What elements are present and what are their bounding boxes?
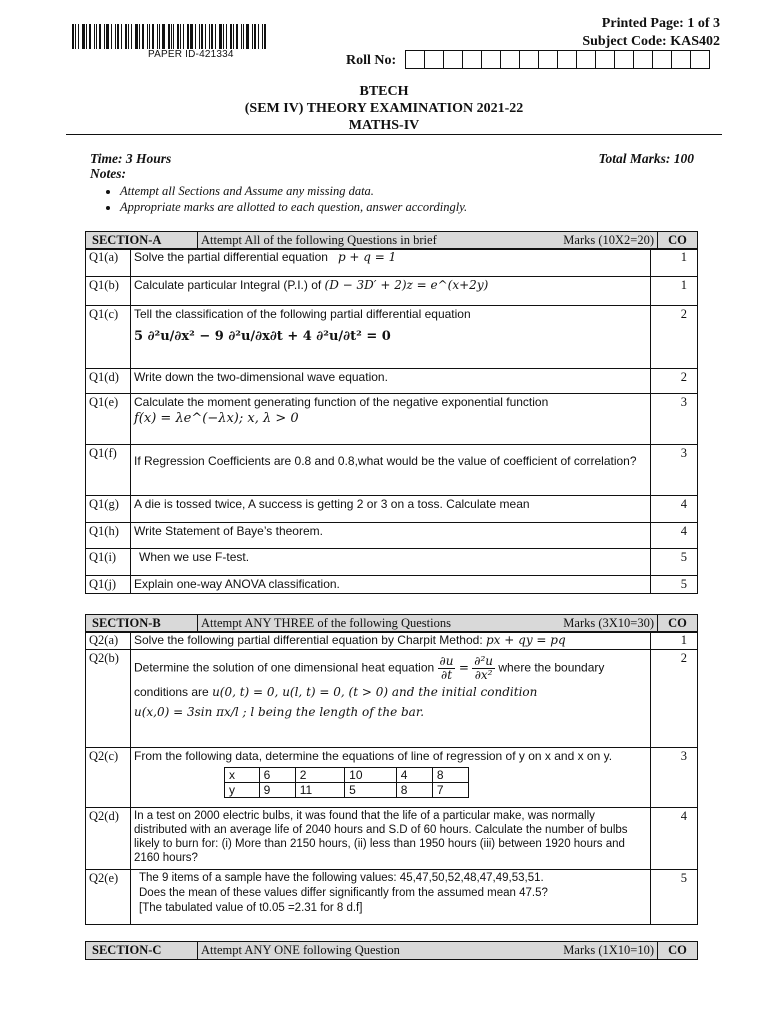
barcode-bar bbox=[211, 24, 213, 49]
question-co: 1 bbox=[651, 249, 698, 277]
section-c-title: SECTION-C bbox=[86, 942, 198, 960]
question-text: A die is tossed twice, A success is getting 2 or 3 on a toss. Calculate mean bbox=[131, 496, 651, 523]
question-co: 2 bbox=[651, 306, 698, 369]
question-number: Q1(d) bbox=[86, 369, 131, 394]
barcode-bar bbox=[230, 24, 232, 49]
question-text: Write down the two-dimensional wave equation. bbox=[131, 369, 651, 394]
section-b-instruction: Attempt ANY THREE of the following Questions bbox=[198, 615, 532, 633]
question-number: Q1(g) bbox=[86, 496, 131, 523]
question-text bbox=[131, 632, 651, 650]
question-number: Q1(e) bbox=[86, 394, 131, 445]
question-co: 4 bbox=[651, 496, 698, 523]
question-text bbox=[131, 870, 651, 925]
barcode-bar bbox=[125, 24, 127, 49]
question-text: In a test on 2000 electric bulbs, it was found that the life of a particular make, was normally distributed with an average life of 2040 hours and S.D of 60 hours. Calculate the number of bulbs likely to burn for: (i) More than 2150 hours, (ii) less than 1950 hours (iii) between 1920 hours and 2160 hours? bbox=[131, 808, 651, 870]
barcode-bar bbox=[149, 24, 150, 49]
table-row bbox=[86, 369, 698, 394]
section-b-co: CO bbox=[658, 615, 698, 633]
barcode-bar bbox=[258, 24, 259, 49]
barcode-bar bbox=[72, 24, 74, 49]
question-text-body: Calculate particular Integral (P.I.) of bbox=[134, 278, 322, 292]
table-cell: 7 bbox=[432, 783, 468, 798]
question-text bbox=[131, 650, 651, 748]
pde-equation: 5 ∂²u/∂x² − 9 ∂²u/∂x∂t + 4 ∂²u/∂t² = 0 bbox=[134, 329, 391, 344]
barcode-bar bbox=[252, 24, 253, 49]
section-a-instruction-text: Attempt All of the following Questions in brief bbox=[201, 233, 437, 247]
barcode-bar bbox=[187, 24, 189, 49]
roll-no-label: Roll No: bbox=[346, 53, 397, 68]
subject-code: Subject Code: KAS402 bbox=[582, 34, 720, 49]
barcode-bar bbox=[223, 24, 224, 49]
question-math: px + qy = pq bbox=[486, 633, 566, 647]
table-cell: 6 bbox=[259, 768, 295, 783]
program-title: BTECH bbox=[359, 84, 409, 99]
table-row bbox=[86, 748, 698, 808]
question-number: Q1(h) bbox=[86, 523, 131, 549]
table-row bbox=[86, 249, 698, 277]
question-text bbox=[131, 394, 651, 445]
barcode-bar bbox=[86, 24, 87, 49]
table-row bbox=[86, 523, 698, 549]
table-cell: 8 bbox=[432, 768, 468, 783]
barcode-bar bbox=[75, 24, 76, 49]
question-co: 2 bbox=[651, 650, 698, 748]
table-row bbox=[86, 870, 698, 925]
table-row bbox=[225, 783, 469, 798]
question-number: Q2(c) bbox=[86, 748, 131, 808]
question-number: Q2(a) bbox=[86, 632, 131, 650]
section-c-co: CO bbox=[658, 942, 698, 960]
question-math: f(x) = λe^(−λx); x, λ > 0 bbox=[134, 411, 299, 426]
table-row bbox=[86, 496, 698, 523]
question-text bbox=[131, 306, 651, 369]
header-divider bbox=[66, 134, 722, 135]
section-b-marks: Marks (3X10=30) bbox=[531, 615, 657, 633]
question-text bbox=[131, 277, 651, 306]
barcode-bar bbox=[106, 24, 109, 49]
table-cell: 8 bbox=[396, 783, 432, 798]
table-cell: 4 bbox=[396, 768, 432, 783]
barcode-bar bbox=[246, 24, 249, 49]
barcode-bar bbox=[162, 24, 165, 49]
paper-id: PAPER ID-421334 bbox=[148, 49, 234, 60]
table-cell: 11 bbox=[295, 783, 344, 798]
barcode-bar bbox=[226, 24, 227, 49]
question-text: Explain one-way ANOVA classification. bbox=[131, 576, 651, 594]
barcode-bar bbox=[190, 24, 193, 49]
barcode-bar bbox=[264, 24, 266, 49]
barcode-bar bbox=[142, 24, 144, 49]
fraction-d2u-dx2: $\frac{\text{∂²u}}{\text{∂x²}}$ bbox=[474, 654, 493, 682]
barcode-bar bbox=[159, 24, 160, 49]
question-co: 4 bbox=[651, 523, 698, 549]
barcode-bar bbox=[82, 24, 85, 49]
question-co: 1 bbox=[651, 277, 698, 306]
barcode-bar bbox=[209, 24, 210, 49]
barcode-bar bbox=[168, 24, 170, 49]
barcode bbox=[72, 24, 268, 49]
question-text-body: Tell the classification of the following partial differential equation bbox=[134, 307, 471, 321]
barcode-bar bbox=[128, 24, 129, 49]
question-text: If Regression Coefficients are 0.8 and 0.8,what would be the value of coefficient of correlation? bbox=[131, 445, 651, 496]
question-math: (D − 3D′ + 2)z = e^(x+2y) bbox=[324, 278, 489, 292]
question-co: 4 bbox=[651, 808, 698, 870]
barcode-bar bbox=[94, 24, 95, 49]
heat-eq-line: Determine the solution of one dimensional heat equation $\frac{\partial u}{\partial t}$ = $\frac{\text{∂²u}}{\text{∂x²}}$ where the boundary bbox=[134, 654, 605, 682]
barcode-bar bbox=[219, 24, 222, 49]
question-text: When we use F-test. bbox=[131, 549, 651, 576]
question-co: 3 bbox=[651, 394, 698, 445]
question-number: Q1(c) bbox=[86, 306, 131, 369]
initial-condition: u(x,0) = 3sin πx/l ; l being the length of the bar. bbox=[134, 705, 425, 720]
regression-data-table bbox=[224, 767, 469, 798]
roll-no-boxes bbox=[406, 50, 710, 69]
barcode-bar bbox=[121, 24, 122, 49]
barcode-bar bbox=[201, 24, 203, 49]
table-cell: 2 bbox=[295, 768, 344, 783]
total-marks: Total Marks: 100 bbox=[598, 151, 694, 166]
question-co: 3 bbox=[651, 748, 698, 808]
barcode-bar bbox=[262, 24, 263, 49]
barcode-bar bbox=[171, 24, 172, 49]
question-text bbox=[131, 249, 651, 277]
barcode-bar bbox=[199, 24, 200, 49]
table-row bbox=[86, 632, 698, 650]
section-a-instruction bbox=[198, 232, 526, 250]
barcode-bar bbox=[104, 24, 105, 49]
question-text-body: Determine the solution of one dimensional heat equation bbox=[134, 660, 435, 675]
barcode-bar bbox=[177, 24, 179, 49]
table-row bbox=[225, 768, 469, 783]
question-text-body: From the following data, determine the equations of line of regression of y on x and x on y. bbox=[134, 749, 613, 763]
barcode-bar bbox=[135, 24, 138, 49]
barcode-bar bbox=[236, 24, 238, 49]
question-number: Q2(b) bbox=[86, 650, 131, 748]
question-line: Does the mean of these values differ significantly from the assumed mean 47.5? bbox=[139, 887, 548, 899]
question-math: p + q = 1 bbox=[337, 250, 397, 264]
section-b-questions bbox=[85, 631, 698, 925]
table-row bbox=[86, 808, 698, 870]
barcode-bar bbox=[233, 24, 234, 49]
question-text-body: Solve the following partial differential equation by Charpit Method: bbox=[134, 633, 483, 647]
barcode-bar bbox=[117, 24, 119, 49]
question-co: 3 bbox=[651, 445, 698, 496]
table-row bbox=[86, 576, 698, 594]
note-item: • Attempt all Sections and Assume any missing data. bbox=[120, 184, 467, 199]
question-number: Q1(i) bbox=[86, 549, 131, 576]
boundary-line bbox=[134, 685, 647, 699]
exam-title: (SEM IV) THEORY EXAMINATION 2021-22 bbox=[244, 101, 524, 116]
barcode-bar bbox=[183, 24, 184, 49]
table-row bbox=[86, 650, 698, 748]
question-text bbox=[131, 748, 651, 808]
barcode-bar bbox=[115, 24, 116, 49]
barcode-bar bbox=[195, 24, 196, 49]
barcode-bar bbox=[205, 24, 206, 49]
barcode-bar bbox=[96, 24, 97, 49]
barcode-bar bbox=[173, 24, 174, 49]
table-cell: x bbox=[225, 768, 260, 783]
barcode-bar bbox=[215, 24, 216, 49]
table-row bbox=[86, 306, 698, 369]
table-row bbox=[86, 549, 698, 576]
barcode-bar bbox=[99, 24, 101, 49]
question-co: 2 bbox=[651, 369, 698, 394]
question-number: Q1(f) bbox=[86, 445, 131, 496]
time-label: Time: 3 Hours bbox=[90, 151, 172, 166]
barcode-bar bbox=[131, 24, 132, 49]
question-math: u(0, t) = 0, u(l, t) = 0, (t > 0) and the initial condition bbox=[212, 685, 538, 700]
section-c-instruction: Attempt ANY ONE following Question bbox=[198, 942, 510, 960]
section-a-marks: Marks (10X2=20) bbox=[526, 232, 658, 250]
barcode-bar bbox=[157, 24, 158, 49]
question-text-body-2: where the boundary bbox=[498, 660, 605, 675]
subject-title: MATHS-IV bbox=[348, 118, 420, 133]
table-cell: 5 bbox=[345, 783, 397, 798]
section-c-table bbox=[85, 941, 698, 960]
question-text: Write Statement of Baye’s theorem. bbox=[131, 523, 651, 549]
table-row bbox=[86, 445, 698, 496]
question-text-body: Calculate the moment generating function of the negative exponential function bbox=[134, 395, 549, 409]
question-text-body: Solve the partial differential equation bbox=[134, 250, 328, 264]
question-co: 5 bbox=[651, 549, 698, 576]
question-number: Q1(b) bbox=[86, 277, 131, 306]
notes-list bbox=[102, 183, 467, 216]
section-a-co: CO bbox=[658, 232, 698, 250]
question-co: 1 bbox=[651, 632, 698, 650]
barcode-bar bbox=[78, 24, 79, 49]
barcode-bar bbox=[89, 24, 91, 49]
question-line: The 9 items of a sample have the following values: 45,47,50,52,48,47,49,53,51. bbox=[139, 872, 544, 884]
question-number: Q2(e) bbox=[86, 870, 131, 925]
barcode-bar bbox=[180, 24, 181, 49]
table-cell: 10 bbox=[345, 768, 397, 783]
table-row bbox=[86, 394, 698, 445]
question-number: Q1(a) bbox=[86, 249, 131, 277]
question-text-body-3: conditions are bbox=[134, 685, 209, 700]
question-line: [The tabulated value of t0.05 =2.31 for 8 d.f] bbox=[139, 902, 363, 914]
table-cell: y bbox=[225, 783, 260, 798]
barcode-bar bbox=[241, 24, 242, 49]
barcode-bar bbox=[254, 24, 256, 49]
barcode-bar bbox=[111, 24, 112, 49]
section-a-questions bbox=[85, 248, 698, 594]
question-number: Q2(d) bbox=[86, 808, 131, 870]
question-number: Q1(j) bbox=[86, 576, 131, 594]
question-co: 5 bbox=[651, 870, 698, 925]
question-co: 5 bbox=[651, 576, 698, 594]
table-cell: 9 bbox=[259, 783, 295, 798]
fraction-du-dt: $\frac{\partial u}{\partial t}$ bbox=[439, 654, 454, 682]
barcode-bar bbox=[139, 24, 140, 49]
printed-page: Printed Page: 1 of 3 bbox=[601, 16, 720, 31]
section-c-marks: Marks (1X10=10) bbox=[510, 942, 658, 960]
note-item: • Appropriate marks are allotted to each question, answer accordingly. bbox=[120, 200, 467, 215]
barcode-bar bbox=[243, 24, 244, 49]
barcode-bar bbox=[152, 24, 154, 49]
barcode-bar bbox=[147, 24, 148, 49]
notes-label: Notes: bbox=[90, 166, 126, 181]
section-a-title: SECTION-A bbox=[86, 232, 198, 250]
table-row bbox=[86, 277, 698, 306]
section-b-title: SECTION-B bbox=[86, 615, 198, 633]
